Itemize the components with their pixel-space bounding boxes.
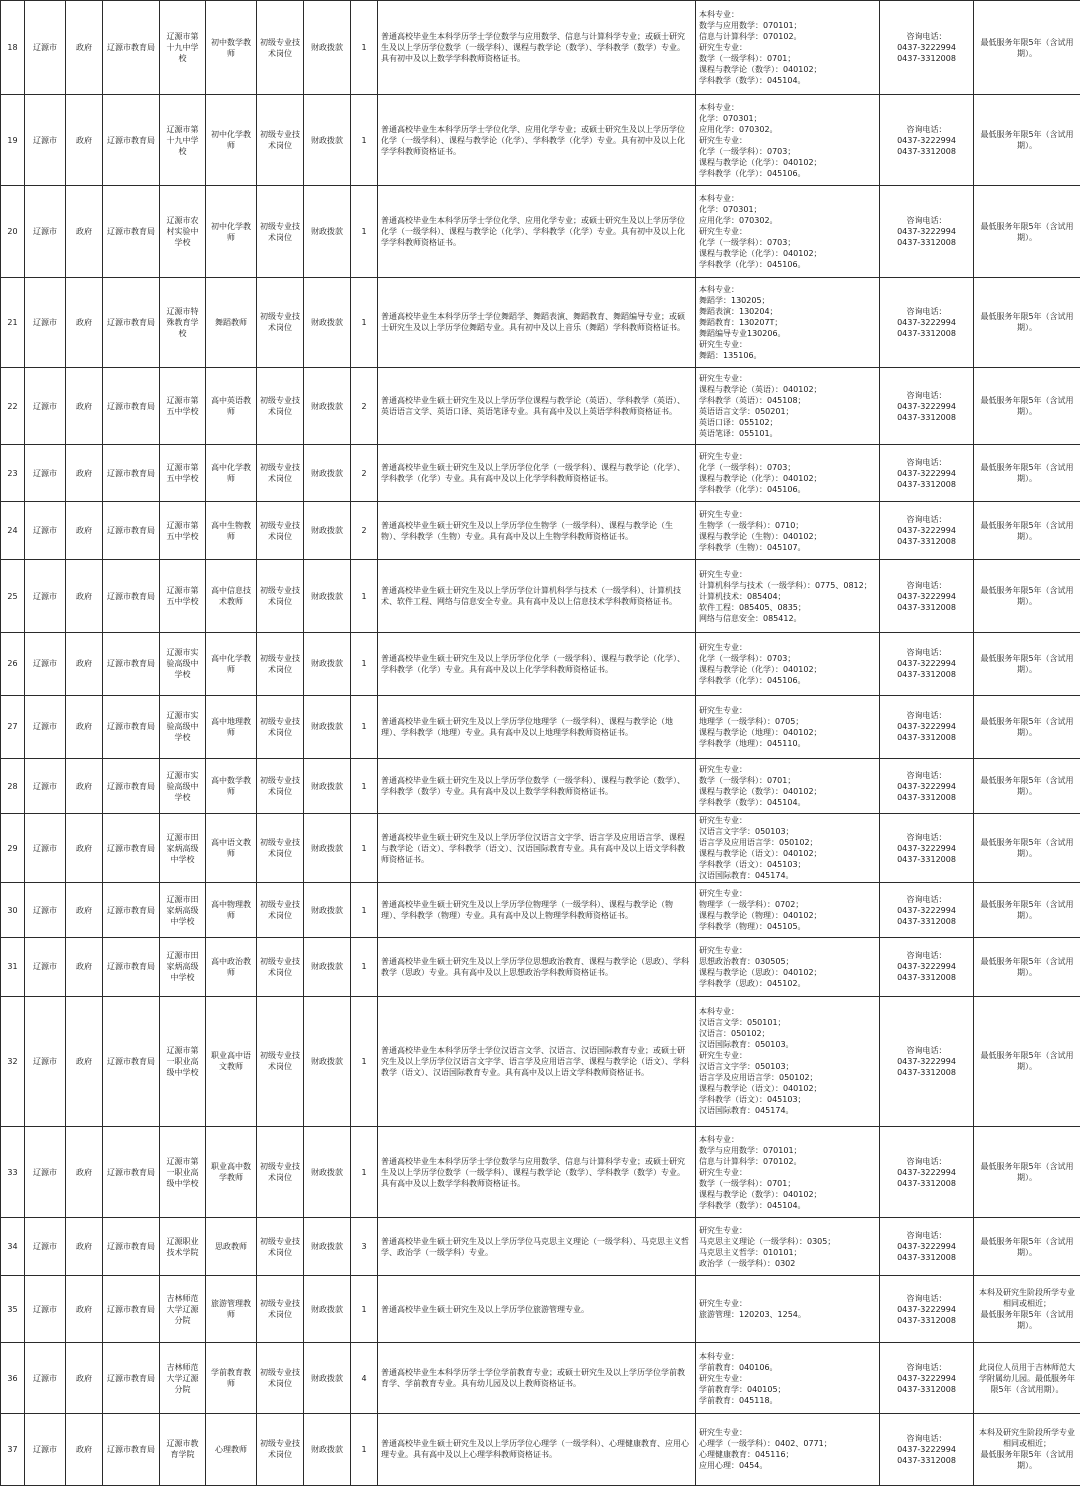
level-cell: 政府: [66, 996, 103, 1126]
table-row: [1, 560, 1080, 632]
table-body: [1, 1, 1080, 1486]
post-category-cell: 初级专业技术岗位: [257, 883, 304, 938]
city-cell: 辽源市: [25, 1218, 66, 1276]
table-row: [1, 1276, 1080, 1343]
major-cell: 研究生专业： 汉语言文字学：050103； 语言学及应用语言学：050102； 课程与教学论（语文）：040102； 学科教学（语文）：045103； 汉语国际教育：045174。: [696, 814, 880, 883]
post-category-cell: 初级专业技术岗位: [257, 814, 304, 883]
contact-cell: 咨询电话： 0437-3222994 0437-3312008: [880, 1343, 974, 1413]
post-category-cell: 初级专业技术岗位: [257, 1, 304, 95]
note-cell: 最低服务年限5年（含试用期）。: [974, 814, 1080, 883]
unit-cell: 吉林师范大学辽源分院: [160, 1343, 206, 1413]
major-cell: 研究生专业： 物理学（一级学科）：0702； 课程与教学论（物理）：040102； 学科教学（物理）：045105。: [696, 883, 880, 938]
department-cell: 辽源市教育局: [103, 695, 160, 758]
headcount-cell: 1: [351, 560, 378, 632]
funding-cell: 财政拨款: [304, 186, 351, 277]
city-cell: 辽源市: [25, 445, 66, 502]
requirement-cell: 普通高校毕业生硕士研究生及以上学历学位课程与教学论（英语）、学科教学（英语）、英语语言文学、英语口译、英语笔译专业。具有高中及以上英语学科教师资格证书。: [378, 367, 696, 444]
row-number: 23: [1, 445, 25, 502]
post-cell: 初中化学教师: [206, 186, 257, 277]
city-cell: 辽源市: [25, 560, 66, 632]
unit-cell: 辽源市实验高级中学校: [160, 695, 206, 758]
post-category-cell: 初级专业技术岗位: [257, 695, 304, 758]
headcount-cell: 1: [351, 95, 378, 186]
city-cell: 辽源市: [25, 1276, 66, 1343]
contact-cell: 咨询电话： 0437-3222994 0437-3312008: [880, 758, 974, 813]
note-cell: 最低服务年限5年（含试用期）。: [974, 758, 1080, 813]
row-number: 37: [1, 1413, 25, 1485]
post-category-cell: 初级专业技术岗位: [257, 560, 304, 632]
city-cell: 辽源市: [25, 814, 66, 883]
post-category-cell: 初级专业技术岗位: [257, 1218, 304, 1276]
major-cell: 研究生专业： 旅游管理：120203、1254。: [696, 1276, 880, 1343]
post-cell: 学前教育教师: [206, 1343, 257, 1413]
unit-cell: 辽源市田家炳高级中学校: [160, 814, 206, 883]
row-number: 29: [1, 814, 25, 883]
funding-cell: 财政拨款: [304, 695, 351, 758]
major-cell: 本科专业： 数学与应用数学：070101； 信息与计算科学：070102。 研究生专业： 数学（一级学科）：0701； 课程与教学论（数学）：040102； 学科教学（数学）：045104。: [696, 1, 880, 95]
contact-cell: 咨询电话： 0437-3222994 0437-3312008: [880, 1276, 974, 1343]
post-cell: 心理教师: [206, 1413, 257, 1485]
city-cell: 辽源市: [25, 938, 66, 996]
table-row: [1, 1126, 1080, 1217]
department-cell: 辽源市教育局: [103, 95, 160, 186]
post-cell: 思政教师: [206, 1218, 257, 1276]
major-cell: 研究生专业： 地理学（一级学科）：0705； 课程与教学论（地理）：040102； 学科教学（地理）：045110。: [696, 695, 880, 758]
major-cell: 研究生专业： 数学（一级学科）：0701； 课程与教学论（数学）：040102； 学科教学（数学）：045104。: [696, 758, 880, 813]
note-cell: 最低服务年限5年（含试用期）。: [974, 695, 1080, 758]
department-cell: 辽源市教育局: [103, 186, 160, 277]
level-cell: 政府: [66, 445, 103, 502]
table-row: [1, 632, 1080, 695]
funding-cell: 财政拨款: [304, 814, 351, 883]
funding-cell: 财政拨款: [304, 758, 351, 813]
post-category-cell: 初级专业技术岗位: [257, 1343, 304, 1413]
level-cell: 政府: [66, 1126, 103, 1217]
headcount-cell: 1: [351, 814, 378, 883]
headcount-cell: 1: [351, 1276, 378, 1343]
funding-cell: 财政拨款: [304, 560, 351, 632]
major-cell: 本科专业： 舞蹈学：130205； 舞蹈表演：130204； 舞蹈教育：130207T； 舞蹈编导专业130206。 研究生专业： 舞蹈：135106。: [696, 277, 880, 367]
requirement-cell: 普通高校毕业生本科学历学士学位汉语言文学、汉语言、汉语国际教育专业；或硕士研究生及以上学历学位汉语言文字学、语言学及应用语言学、课程与教学论（语文）、学科教学（语文）、汉语国际教育专业。具有高中及以上语文学科教师资格证书。: [378, 996, 696, 1126]
requirement-cell: 普通高校毕业生硕士研究生及以上学历学位马克思主义理论（一级学科）、马克思主义哲学、政治学（一级学科）专业。: [378, 1218, 696, 1276]
row-number: 19: [1, 95, 25, 186]
city-cell: 辽源市: [25, 996, 66, 1126]
requirement-cell: 普通高校毕业生本科学历学士学位数学与应用数学、信息与计算科学专业；或硕士研究生及以上学历学位数学（一级学科）、课程与教学论（数学）、学科教学（数学）专业。具有初中及以上数学学科教师资格证书。: [378, 1, 696, 95]
unit-cell: 辽源市田家炳高级中学校: [160, 938, 206, 996]
major-cell: 研究生专业： 化学（一级学科）：0703； 课程与教学论（化学）：040102； 学科教学（化学）：045106。: [696, 445, 880, 502]
note-cell: 最低服务年限5年（含试用期）。: [974, 367, 1080, 444]
level-cell: 政府: [66, 1343, 103, 1413]
contact-cell: 咨询电话： 0437-3222994 0437-3312008: [880, 996, 974, 1126]
major-cell: 研究生专业： 计算机科学与技术（一级学科）：0775、0812； 计算机技术：085404； 软件工程：085405、0835； 网络与信息安全：085412。: [696, 560, 880, 632]
headcount-cell: 1: [351, 695, 378, 758]
note-cell: 最低服务年限5年（含试用期）。: [974, 883, 1080, 938]
unit-cell: 辽源市实验高级中学校: [160, 758, 206, 813]
note-cell: 本科及研究生阶段所学专业相同或相近； 最低服务年限5年（含试用期）。: [974, 1276, 1080, 1343]
table-row: [1, 814, 1080, 883]
contact-cell: 咨询电话： 0437-3222994 0437-3312008: [880, 95, 974, 186]
row-number: 32: [1, 996, 25, 1126]
unit-cell: 辽源市特殊教育学校: [160, 277, 206, 367]
level-cell: 政府: [66, 502, 103, 560]
headcount-cell: 1: [351, 1126, 378, 1217]
headcount-cell: 1: [351, 996, 378, 1126]
contact-cell: 咨询电话： 0437-3222994 0437-3312008: [880, 277, 974, 367]
row-number: 35: [1, 1276, 25, 1343]
post-category-cell: 初级专业技术岗位: [257, 186, 304, 277]
requirement-cell: 普通高校毕业生硕士研究生及以上学历学位数学（一级学科）、课程与教学论（数学）、学科教学（数学）专业。具有高中及以上数学学科教师资格证书。: [378, 758, 696, 813]
level-cell: 政府: [66, 758, 103, 813]
headcount-cell: 2: [351, 367, 378, 444]
note-cell: 最低服务年限5年（含试用期）。: [974, 996, 1080, 1126]
post-category-cell: 初级专业技术岗位: [257, 367, 304, 444]
requirement-cell: 普通高校毕业生硕士研究生及以上学历学位化学（一级学科）、课程与教学论（化学）、学科教学（化学）专业。具有高中及以上化学学科教师资格证书。: [378, 445, 696, 502]
requirement-cell: 普通高校毕业生硕士研究生及以上学历学位心理学（一级学科）、心理健康教育、应用心理专业。具有高中及以上心理学科教师资格证书。: [378, 1413, 696, 1485]
major-cell: 研究生专业： 马克思主义理论（一级学科）：0305； 马克思主义哲学：010101； 政治学（一级学科）：0302: [696, 1218, 880, 1276]
contact-cell: 咨询电话： 0437-3222994 0437-3312008: [880, 560, 974, 632]
row-number: 24: [1, 502, 25, 560]
requirement-cell: 普通高校毕业生硕士研究生及以上学历学位生物学（一级学科）、课程与教学论（生物）、学科教学（生物）专业。具有高中及以上生物学科教师资格证书。: [378, 502, 696, 560]
row-number: 30: [1, 883, 25, 938]
note-cell: 最低服务年限5年（含试用期）。: [974, 560, 1080, 632]
funding-cell: 财政拨款: [304, 632, 351, 695]
level-cell: 政府: [66, 367, 103, 444]
contact-cell: 咨询电话： 0437-3222994 0437-3312008: [880, 814, 974, 883]
note-cell: 最低服务年限5年（含试用期）。: [974, 1, 1080, 95]
city-cell: 辽源市: [25, 1343, 66, 1413]
contact-cell: 咨询电话： 0437-3222994 0437-3312008: [880, 1, 974, 95]
post-cell: 高中政治教师: [206, 938, 257, 996]
table-row: [1, 883, 1080, 938]
level-cell: 政府: [66, 814, 103, 883]
row-number: 25: [1, 560, 25, 632]
requirement-cell: 普通高校毕业生硕士研究生及以上学历学位思想政治教育、课程与教学论（思政）、学科教学（思政）专业。具有高中及以上思想政治学科教师资格证书。: [378, 938, 696, 996]
row-number: 27: [1, 695, 25, 758]
city-cell: 辽源市: [25, 632, 66, 695]
post-cell: 高中英语教师: [206, 367, 257, 444]
note-cell: 最低服务年限5年（含试用期）。: [974, 186, 1080, 277]
note-cell: 此岗位人员用于吉林师范大学附属幼儿园。最低服务年限5年（含试用期）。: [974, 1343, 1080, 1413]
city-cell: 辽源市: [25, 277, 66, 367]
row-number: 34: [1, 1218, 25, 1276]
unit-cell: 辽源市第五中学校: [160, 560, 206, 632]
note-cell: 最低服务年限5年（含试用期）。: [974, 1218, 1080, 1276]
row-number: 33: [1, 1126, 25, 1217]
department-cell: 辽源市教育局: [103, 560, 160, 632]
department-cell: 辽源市教育局: [103, 1126, 160, 1217]
headcount-cell: 1: [351, 758, 378, 813]
unit-cell: 辽源市教育学院: [160, 1413, 206, 1485]
level-cell: 政府: [66, 1413, 103, 1485]
unit-cell: 辽源市第五中学校: [160, 367, 206, 444]
city-cell: 辽源市: [25, 883, 66, 938]
department-cell: 辽源市教育局: [103, 502, 160, 560]
city-cell: 辽源市: [25, 1413, 66, 1485]
funding-cell: 财政拨款: [304, 1276, 351, 1343]
department-cell: 辽源市教育局: [103, 1218, 160, 1276]
department-cell: 辽源市教育局: [103, 883, 160, 938]
major-cell: 本科专业： 学前教育：040106。 研究生专业： 学前教育学：040105； 学前教育：045118。: [696, 1343, 880, 1413]
unit-cell: 辽源市农村实验中学校: [160, 186, 206, 277]
requirement-cell: 普通高校毕业生本科学历学士学位化学、应用化学专业；或硕士研究生及以上学历学位化学（一级学科）、课程与教学论（化学）、学科教学（化学）专业。具有初中及以上化学学科教师资格证书。: [378, 95, 696, 186]
funding-cell: 财政拨款: [304, 95, 351, 186]
city-cell: 辽源市: [25, 367, 66, 444]
level-cell: 政府: [66, 632, 103, 695]
post-cell: 初中数学教师: [206, 1, 257, 95]
row-number: 36: [1, 1343, 25, 1413]
note-cell: 最低服务年限5年（含试用期）。: [974, 277, 1080, 367]
major-cell: 研究生专业： 思想政治教育：030505； 课程与教学论（思政）：040102； 学科教学（思政）：045102。: [696, 938, 880, 996]
post-category-cell: 初级专业技术岗位: [257, 277, 304, 367]
post-category-cell: 初级专业技术岗位: [257, 1413, 304, 1485]
headcount-cell: 1: [351, 277, 378, 367]
headcount-cell: 2: [351, 502, 378, 560]
row-number: 22: [1, 367, 25, 444]
table-row: [1, 1343, 1080, 1413]
funding-cell: 财政拨款: [304, 1413, 351, 1485]
requirement-cell: 普通高校毕业生硕士研究生及以上学历学位汉语言文字学、语言学及应用语言学、课程与教学论（语文）、学科教学（语文）、汉语国际教育专业。具有高中及以上语文学科教师资格证书。: [378, 814, 696, 883]
note-cell: 本科及研究生阶段所学专业相同或相近； 最低服务年限5年（含试用期）。: [974, 1413, 1080, 1485]
major-cell: 本科专业： 汉语言文学：050101； 汉语言：050102； 汉语国际教育：050103。 研究生专业： 汉语言文字学：050103； 语言学及应用语言学：050102； 课程与教学论（语文）：040102； 学科教学（语文）：045103； 汉语国际教育：045174。: [696, 996, 880, 1126]
post-category-cell: 初级专业技术岗位: [257, 1276, 304, 1343]
unit-cell: 辽源市第一职业高级中学校: [160, 996, 206, 1126]
department-cell: 辽源市教育局: [103, 1343, 160, 1413]
department-cell: 辽源市教育局: [103, 1, 160, 95]
contact-cell: 咨询电话： 0437-3222994 0437-3312008: [880, 695, 974, 758]
level-cell: 政府: [66, 1, 103, 95]
post-category-cell: 初级专业技术岗位: [257, 1126, 304, 1217]
unit-cell: 辽源市田家炳高级中学校: [160, 883, 206, 938]
unit-cell: 吉林师范大学辽源分院: [160, 1276, 206, 1343]
headcount-cell: 1: [351, 1, 378, 95]
headcount-cell: 4: [351, 1343, 378, 1413]
note-cell: 最低服务年限5年（含试用期）。: [974, 445, 1080, 502]
requirement-cell: 普通高校毕业生本科学历学士学位化学、应用化学专业；或硕士研究生及以上学历学位化学（一级学科）、课程与教学论（化学）、学科教学（化学）专业。具有初中及以上化学学科教师资格证书。: [378, 186, 696, 277]
row-number: 26: [1, 632, 25, 695]
table-row: [1, 1413, 1080, 1485]
level-cell: 政府: [66, 186, 103, 277]
department-cell: 辽源市教育局: [103, 1276, 160, 1343]
post-cell: 高中化学教师: [206, 445, 257, 502]
department-cell: 辽源市教育局: [103, 1413, 160, 1485]
requirement-cell: 普通高校毕业生本科学历学士学位舞蹈学、舞蹈表演、舞蹈教育、舞蹈编导专业；或硕士研究生及以上学历学位舞蹈专业。具有初中及以上音乐（舞蹈）学科教师资格证书。: [378, 277, 696, 367]
funding-cell: 财政拨款: [304, 502, 351, 560]
unit-cell: 辽源市第五中学校: [160, 502, 206, 560]
post-cell: 高中化学教师: [206, 632, 257, 695]
requirement-cell: 普通高校毕业生硕士研究生及以上学历学位旅游管理专业。: [378, 1276, 696, 1343]
major-cell: 研究生专业： 心理学（一级学科）：0402、0771； 心理健康教育：045116； 应用心理：0454。: [696, 1413, 880, 1485]
city-cell: 辽源市: [25, 95, 66, 186]
post-category-cell: 初级专业技术岗位: [257, 632, 304, 695]
contact-cell: 咨询电话： 0437-3222994 0437-3312008: [880, 1413, 974, 1485]
level-cell: 政府: [66, 95, 103, 186]
funding-cell: 财政拨款: [304, 1218, 351, 1276]
level-cell: 政府: [66, 883, 103, 938]
contact-cell: 咨询电话： 0437-3222994 0437-3312008: [880, 883, 974, 938]
city-cell: 辽源市: [25, 502, 66, 560]
requirement-cell: 普通高校毕业生硕士研究生及以上学历学位物理学（一级学科）、课程与教学论（物理）、学科教学（物理）专业。具有高中及以上物理学科教师资格证书。: [378, 883, 696, 938]
funding-cell: 财政拨款: [304, 445, 351, 502]
headcount-cell: 3: [351, 1218, 378, 1276]
funding-cell: 财政拨款: [304, 1343, 351, 1413]
department-cell: 辽源市教育局: [103, 758, 160, 813]
unit-cell: 辽源市实验高级中学校: [160, 632, 206, 695]
level-cell: 政府: [66, 938, 103, 996]
funding-cell: 财政拨款: [304, 1126, 351, 1217]
note-cell: 最低服务年限5年（含试用期）。: [974, 95, 1080, 186]
post-category-cell: 初级专业技术岗位: [257, 758, 304, 813]
post-category-cell: 初级专业技术岗位: [257, 445, 304, 502]
table-row: [1, 695, 1080, 758]
city-cell: 辽源市: [25, 758, 66, 813]
post-cell: 舞蹈教师: [206, 277, 257, 367]
funding-cell: 财政拨款: [304, 996, 351, 1126]
department-cell: 辽源市教育局: [103, 814, 160, 883]
major-cell: 研究生专业： 课程与教学论（英语）：040102； 学科教学（英语）：045108； 英语语言文学：050201； 英语口译：055102； 英语笔译：055101。: [696, 367, 880, 444]
city-cell: 辽源市: [25, 695, 66, 758]
funding-cell: 财政拨款: [304, 938, 351, 996]
level-cell: 政府: [66, 695, 103, 758]
table-row: [1, 1218, 1080, 1276]
funding-cell: 财政拨款: [304, 277, 351, 367]
department-cell: 辽源市教育局: [103, 938, 160, 996]
department-cell: 辽源市教育局: [103, 632, 160, 695]
major-cell: 研究生专业： 化学（一级学科）：0703； 课程与教学论（化学）：040102； 学科教学（化学）：045106。: [696, 632, 880, 695]
post-cell: 职业高中语文教师: [206, 996, 257, 1126]
table-row: [1, 502, 1080, 560]
contact-cell: 咨询电话： 0437-3222994 0437-3312008: [880, 445, 974, 502]
post-category-cell: 初级专业技术岗位: [257, 502, 304, 560]
unit-cell: 辽源职业技术学院: [160, 1218, 206, 1276]
headcount-cell: 1: [351, 1413, 378, 1485]
level-cell: 政府: [66, 560, 103, 632]
department-cell: 辽源市教育局: [103, 996, 160, 1126]
contact-cell: 咨询电话： 0437-3222994 0437-3312008: [880, 1218, 974, 1276]
requirement-cell: 普通高校毕业生硕士研究生及以上学历学位计算机科学与技术（一级学科）、计算机技术、软件工程、网络与信息安全专业。具有高中及以上信息技术学科教师资格证书。: [378, 560, 696, 632]
headcount-cell: 1: [351, 186, 378, 277]
note-cell: 最低服务年限5年（含试用期）。: [974, 632, 1080, 695]
table-row: [1, 186, 1080, 277]
table-row: [1, 1, 1080, 95]
table-row: [1, 996, 1080, 1126]
unit-cell: 辽源市第十九中学校: [160, 1, 206, 95]
major-cell: 本科专业： 化学：070301； 应用化学：070302。 研究生专业： 化学（一级学科）：0703； 课程与教学论（化学）：040102； 学科教学（化学）：045106。: [696, 95, 880, 186]
contact-cell: 咨询电话： 0437-3222994 0437-3312008: [880, 1126, 974, 1217]
post-cell: 高中物理教师: [206, 883, 257, 938]
level-cell: 政府: [66, 1276, 103, 1343]
requirement-cell: 普通高校毕业生硕士研究生及以上学历学位化学（一级学科）、课程与教学论（化学）、学科教学（化学）专业。具有高中及以上化学学科教师资格证书。: [378, 632, 696, 695]
post-cell: 高中生物教师: [206, 502, 257, 560]
funding-cell: 财政拨款: [304, 883, 351, 938]
row-number: 18: [1, 1, 25, 95]
post-category-cell: 初级专业技术岗位: [257, 996, 304, 1126]
post-category-cell: 初级专业技术岗位: [257, 95, 304, 186]
table-row: [1, 277, 1080, 367]
unit-cell: 辽源市第五中学校: [160, 445, 206, 502]
row-number: 21: [1, 277, 25, 367]
post-cell: 初中化学教师: [206, 95, 257, 186]
row-number: 28: [1, 758, 25, 813]
contact-cell: 咨询电话： 0437-3222994 0437-3312008: [880, 186, 974, 277]
post-cell: 高中信息技术教师: [206, 560, 257, 632]
requirement-cell: 普通高校毕业生本科学历学士学位数学与应用数学、信息与计算科学专业；或硕士研究生及以上学历学位数学（一级学科）、课程与教学论（数学）、学科教学（数学）专业。具有高中及以上数学学科教师资格证书。: [378, 1126, 696, 1217]
level-cell: 政府: [66, 277, 103, 367]
requirement-cell: 普通高校毕业生硕士研究生及以上学历学位地理学（一级学科）、课程与教学论（地理）、学科教学（地理）专业。具有高中及以上地理学科教师资格证书。: [378, 695, 696, 758]
contact-cell: 咨询电话： 0437-3222994 0437-3312008: [880, 632, 974, 695]
city-cell: 辽源市: [25, 1126, 66, 1217]
unit-cell: 辽源市第十九中学校: [160, 95, 206, 186]
table-row: [1, 445, 1080, 502]
funding-cell: 财政拨款: [304, 1, 351, 95]
unit-cell: 辽源市第一职业高级中学校: [160, 1126, 206, 1217]
major-cell: 本科专业： 化学：070301； 应用化学：070302。 研究生专业： 化学（一级学科）：0703； 课程与教学论（化学）：040102； 学科教学（化学）：045106。: [696, 186, 880, 277]
funding-cell: 财政拨款: [304, 367, 351, 444]
table-row: [1, 367, 1080, 444]
major-cell: 研究生专业： 生物学（一级学科）：0710； 课程与教学论（生物）：040102； 学科教学（生物）：045107。: [696, 502, 880, 560]
post-cell: 高中地理教师: [206, 695, 257, 758]
note-cell: 最低服务年限5年（含试用期）。: [974, 502, 1080, 560]
contact-cell: 咨询电话： 0437-3222994 0437-3312008: [880, 938, 974, 996]
department-cell: 辽源市教育局: [103, 367, 160, 444]
headcount-cell: 1: [351, 938, 378, 996]
requirement-cell: 普通高校毕业生本科学历学士学位学前教育专业；或硕士研究生及以上学历学位学前教育学、学前教育专业。具有幼儿园及以上教师资格证书。: [378, 1343, 696, 1413]
post-cell: 高中语文教师: [206, 814, 257, 883]
row-number: 31: [1, 938, 25, 996]
level-cell: 政府: [66, 1218, 103, 1276]
city-cell: 辽源市: [25, 186, 66, 277]
headcount-cell: 1: [351, 883, 378, 938]
table-row: [1, 95, 1080, 186]
note-cell: 最低服务年限5年（含试用期）。: [974, 1126, 1080, 1217]
post-category-cell: 初级专业技术岗位: [257, 938, 304, 996]
department-cell: 辽源市教育局: [103, 445, 160, 502]
row-number: 20: [1, 186, 25, 277]
headcount-cell: 2: [351, 445, 378, 502]
table-row: [1, 758, 1080, 813]
contact-cell: 咨询电话： 0437-3222994 0437-3312008: [880, 367, 974, 444]
note-cell: 最低服务年限5年（含试用期）。: [974, 938, 1080, 996]
city-cell: 辽源市: [25, 1, 66, 95]
post-cell: 高中数学教师: [206, 758, 257, 813]
major-cell: 本科专业： 数学与应用数学：070101； 信息与计算科学：070102。 研究生专业： 数学（一级学科）：0701； 课程与教学论（数学）：040102； 学科教学（数学）：045104。: [696, 1126, 880, 1217]
table-row: [1, 938, 1080, 996]
contact-cell: 咨询电话： 0437-3222994 0437-3312008: [880, 502, 974, 560]
department-cell: 辽源市教育局: [103, 277, 160, 367]
post-cell: 职业高中数学教师: [206, 1126, 257, 1217]
post-cell: 旅游管理教师: [206, 1276, 257, 1343]
headcount-cell: 1: [351, 632, 378, 695]
